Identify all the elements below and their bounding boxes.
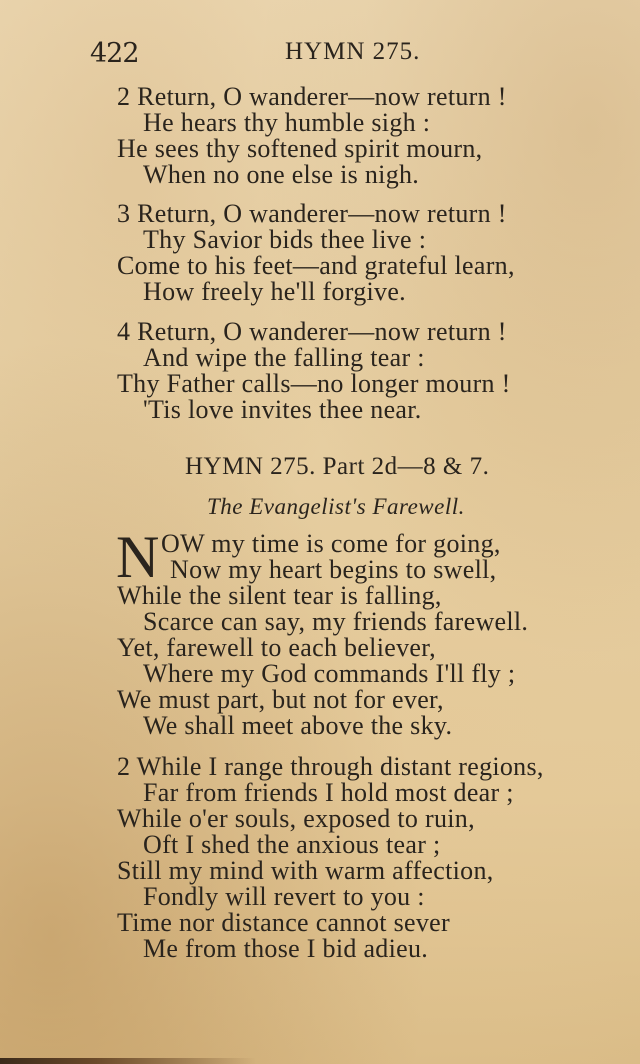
verse-line: Still my mind with warm affection, [117,856,494,885]
verse-line: We must part, but not for ever, [117,685,444,714]
hymn-subtitle: The Evangelist's Farewell. [207,494,465,519]
verse-line: 2 While I range through distant regions, [117,752,544,781]
verse-line: We shall meet above the sky. [143,711,453,740]
verse-line: Time nor distance cannot sever [117,908,450,937]
verse-line: 2 Return, O wanderer—now return ! [117,82,507,111]
verse-line: 'Tis love invites thee near. [143,395,422,424]
verse-line: Scarce can say, my friends farewell. [143,607,529,636]
verse-line: Come to his feet—and grateful learn, [117,251,515,280]
verse-line: While the silent tear is falling, [117,581,442,610]
page-number: 422 [90,38,139,69]
drop-cap: N [116,524,160,590]
running-head [0,34,640,74]
verse-line: Thy Father calls—no longer mourn ! [117,369,511,398]
verse-line: Oft I shed the anxious tear ; [143,830,441,859]
verse-line: He sees thy softened spirit mourn, [117,134,483,163]
verse-line: Thy Savior bids thee live : [143,225,427,254]
verse-line: 4 Return, O wanderer—now return ! [117,317,507,346]
verse-line: Fondly will revert to you : [143,882,425,911]
verse-line: Now my heart begins to swell, [170,555,497,584]
verse-line: When no one else is nigh. [143,160,420,189]
running-title: HYMN 275. [285,38,421,65]
verse-line: Yet, farewell to each believer, [117,633,436,662]
hymn-heading: HYMN 275. Part 2d—8 & 7. [185,453,490,480]
verse-line: How freely he'll forgive. [143,277,406,306]
verse-line: While o'er souls, exposed to ruin, [117,804,475,833]
verse-line: And wipe the falling tear : [143,343,425,372]
verse-line: OW my time is come for going, [161,529,501,558]
verse-line: He hears thy humble sigh : [143,108,431,137]
verse-line: Where my God commands I'll fly ; [143,659,516,688]
verse-line: Far from friends I hold most dear ; [143,778,514,807]
verse-line: 3 Return, O wanderer—now return ! [117,199,507,228]
page-edge-shadow [0,1058,640,1064]
verse-line: Me from those I bid adieu. [143,934,429,963]
